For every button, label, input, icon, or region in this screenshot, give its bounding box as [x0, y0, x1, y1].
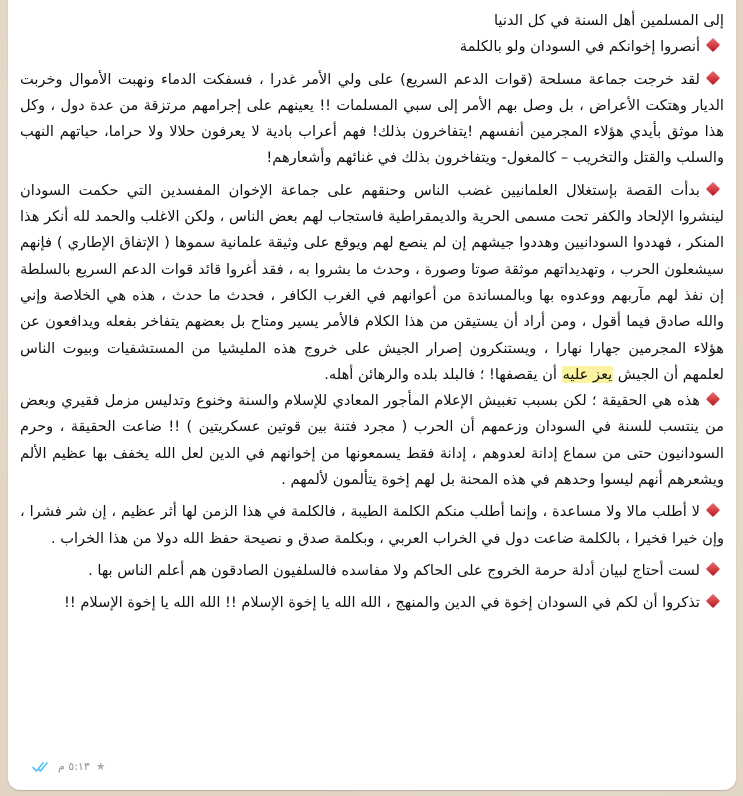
red-diamond-icon [706, 562, 720, 576]
paragraph-text: هذه هي الحقيقة ؛ لكن بسبب تغبيش الإعلام المأجور المعادي للإسلام والسنة وخنوع وتدليس مزمل فقيري وبعض من ينتسب للسنة في السودان وزعمهم أن الحرب ( مجرد فتنة بين قوتين عسكريتين ) !! ضاعت الحقيقة ، وحرم السودانيون حتى من سماع إدانة لعدوهم ، إدانة فقط يسمعونها من إخوانهم في الدين لعل الله يخفف بها عظيم الألم ويشعرهم أنهم ليسوا وحدهم في هذه المحنة بل لهم إخوة يتألمون لألمهم . [20, 392, 724, 489]
paragraph-text: لا أطلب مالا ولا مساعدة ، وإنما أطلب منكم الكلمة الطيبة ، فالكلمة في هذا الزمن لها أثر عظيم ، إن شر فشرا ، وإن خيرا فخيرا ، بالكلمة ضاعت دول في الخراب العربي ، وبكلمة صدق و نصيحة حفظ الله دولا من هذا الخراب . [20, 503, 724, 547]
message-paragraph [20, 590, 724, 616]
message-meta [32, 754, 106, 780]
message-time: ٥:١٣ م [58, 759, 90, 773]
paragraph-text: أن يقصفها! ؛ فالبلد بلده والرهائن أهله. [324, 365, 562, 383]
paragraph-text: لقد خرجت جماعة مسلحة (قوات الدعم السريع) على ولي الأمر غدرا ، فسفكت الدماء ونهبت الأموال وخربت الديار وهتكت الأعراض ، بل وصل بهم الأمر إلى سبي المسلمات !! يعينهم على إجرامهم مرتزقة من عدة دول ، وكل هذا موثق بأيدي هؤلاء المجرمين أنفسهم !يتفاخرون بذلك! فهم أعراب بادية لا يعرفون حلالا ولا حراما، حياتهم النهب والسلب والقتل والتخريب – كالمغول- ويتفاخرون بذلك في غنائهم وأشعارهم! [20, 70, 724, 167]
paragraph-text: تذكروا أن لكم في السودان إخوة في الدين والمنهج ، الله الله يا إخوة الإسلام !! الله الله يا إخوة الإسلام !! [64, 594, 700, 612]
message-paragraph [20, 34, 724, 60]
star-icon[interactable]: ★ [95, 759, 106, 773]
red-diamond-icon [706, 594, 720, 608]
message-heading: إلى المسلمين أهل السنة في كل الدنيا [493, 12, 724, 29]
paragraph-text: بدأت القصة بإستغلال العلمانيين غضب الناس وحنقهم على جماعة الإخوان المفسدين التي حكمت السودان لينشروا الإلحاد والكفر تحت مسمى الحرية والديمقراطية فاستجاب لهم بعض الناس ، ولكن الاغلب والحمد لله أنكر هذا المنكر ، فهددوا السودانيين وهددوا جيشهم إن لم ينصع لهم ويوقع على وثيقة علمانية سموها ( الإتفاق الإطاري ) فإنهم سيشعلون الحرب ، وتهديداتهم موثقة صوتا وصورة ، وحدث ما بشروا به ، فقد أغروا قائد قوات الدعم السريع بالسلطة إن نفذ لهم مآربهم ووعدوه بها وبالمساندة من أعوانهم في الغرب الكافر ، فحدث ما حدث ، هذه هي الخلاصة وإني والله صادق فيما أقول ، ومن أراد أن يستيقن من هذا الكلام فالأمر يسير ومتاح بل بعضهم يتفاخر بفعله ويدافعون عن هؤلاء المجرمين جهارا نهارا ، ويستنكرون إصرار الجيش على خروج هذه المليشيا من المستشفيات وبيوت الناس لعلمهم أن الجيش [20, 181, 724, 383]
message-paragraph [20, 388, 724, 493]
message-bubble[interactable] [8, 0, 736, 790]
red-diamond-icon [706, 392, 720, 406]
double-check-icon [32, 761, 52, 773]
message-paragraph [20, 67, 724, 172]
red-diamond-icon [706, 38, 720, 52]
message-paragraph [20, 499, 724, 552]
red-diamond-icon [706, 182, 720, 196]
message-paragraph [20, 178, 724, 388]
paragraph-text: لست أحتاج لبيان أدلة حرمة الخروج على الحاكم ولا مفاسده فالسلفيون الصادقون هم أعلم الناس بها . [88, 561, 700, 579]
message-paragraph [20, 558, 724, 584]
red-diamond-icon [706, 71, 720, 85]
highlighted-text: يعز عليه [562, 365, 613, 383]
paragraph-text: أنصروا إخوانكم في السودان ولو بالكلمة [459, 38, 700, 56]
red-diamond-icon [706, 503, 720, 517]
